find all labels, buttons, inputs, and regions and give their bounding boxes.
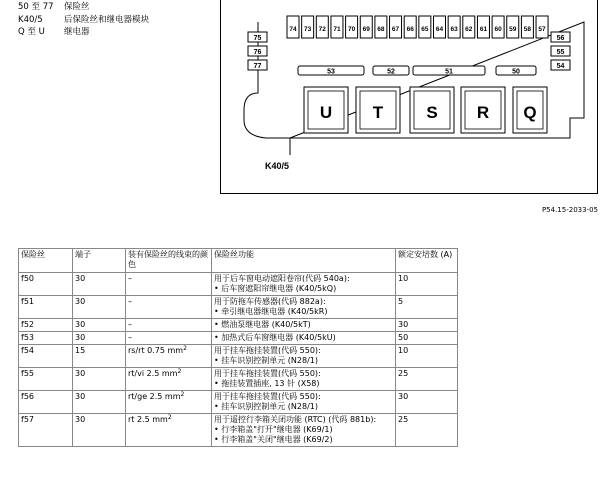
- wire-color-text: –: [128, 297, 132, 306]
- wire-color-text: –: [128, 333, 132, 342]
- fuse-number: 55: [556, 49, 565, 56]
- wire-color-text: –: [128, 274, 132, 283]
- function-cell: [212, 296, 396, 319]
- fuse-cell: f53: [19, 332, 73, 345]
- function-cell: [212, 273, 396, 296]
- fuse-number: 76: [253, 49, 262, 56]
- fuse-number: 56: [556, 35, 565, 42]
- function-line: • 挂车识别控制单元 (N28/1): [214, 402, 318, 411]
- function-line: 用于后车窗电动遮阳卷帘(代码 540a):: [214, 274, 350, 283]
- function-line: • 挂车识别控制单元 (N28/1): [214, 356, 318, 365]
- function-line: • 行李箱盖"关闭"继电器 (K69/2): [214, 435, 333, 444]
- terminal-cell: 30: [73, 296, 126, 319]
- table-row: [19, 414, 458, 447]
- wire-color-cell: [126, 368, 212, 391]
- header-terminal: 端子: [73, 249, 126, 273]
- table-row: [19, 319, 458, 332]
- function-line: 用于挂车拖挂装置(代码 550):: [214, 369, 321, 378]
- function-cell: [212, 319, 396, 332]
- rating-cell: 30: [396, 391, 458, 414]
- table-header-row: [19, 249, 458, 273]
- relay-label: R: [476, 103, 490, 122]
- wire-color-cell: [126, 319, 212, 332]
- wire-color-cell: [126, 391, 212, 414]
- table-row: [19, 273, 458, 296]
- fuse-number: 77: [253, 63, 262, 70]
- fuse-number: 67: [391, 26, 400, 33]
- fuse-cell: f56: [19, 391, 73, 414]
- legend-key: Q 至 U: [18, 27, 45, 37]
- function-line: • 燃油泵继电器 (K40/5kT): [214, 320, 311, 329]
- fuse-cell: f52: [19, 319, 73, 332]
- wire-color-text: rt/ge 2.5 mm: [128, 392, 181, 401]
- fuse-number: 59: [509, 26, 517, 33]
- fuse-number: 75: [253, 35, 262, 42]
- rating-cell: 10: [396, 273, 458, 296]
- table-row: [19, 296, 458, 319]
- function-line: 用于挂车拖挂装置(代码 550):: [214, 392, 321, 401]
- fuse-number: 63: [450, 26, 458, 33]
- wire-color-text: rt 2.5 mm: [128, 415, 168, 424]
- function-line: 用于防拖车传感器(代码 882a):: [214, 297, 326, 306]
- wire-color-cell: [126, 332, 212, 345]
- fuse-number: 52: [387, 68, 395, 76]
- header-rating: 额定安培数 (A): [396, 249, 458, 273]
- fuse-cell: f50: [19, 273, 73, 296]
- fuse-cell: f51: [19, 296, 73, 319]
- module-label: K40/5: [265, 161, 290, 171]
- unit-superscript: 2: [167, 414, 172, 421]
- legend-value: 继电器: [64, 27, 90, 37]
- fuse-number: 51: [445, 68, 453, 76]
- fuse-number: 71: [333, 26, 341, 33]
- terminal-cell: 30: [73, 368, 126, 391]
- rating-cell: 50: [396, 332, 458, 345]
- legend-key: 50 至 77: [18, 2, 54, 12]
- terminal-cell: 30: [73, 391, 126, 414]
- function-cell: [212, 391, 396, 414]
- rating-cell: 30: [396, 319, 458, 332]
- legend-value: 保险丝: [64, 2, 90, 12]
- relay-label: Q: [523, 103, 537, 122]
- function-cell: [212, 332, 396, 345]
- function-line: • 拖挂装置插座, 13 针 (X58): [214, 379, 320, 388]
- unit-superscript: 2: [177, 368, 182, 375]
- terminal-cell: 30: [73, 332, 126, 345]
- function-line: 用于挂车拖挂装置(代码 550):: [214, 346, 321, 355]
- relay-label: T: [372, 103, 384, 122]
- terminal-cell: 30: [73, 414, 126, 447]
- fuse-number: 66: [406, 26, 414, 33]
- fuse-cell: f54: [19, 345, 73, 368]
- header-function: 保险丝功能: [212, 249, 396, 273]
- relay-label: U: [319, 103, 333, 122]
- function-cell: [212, 345, 396, 368]
- function-line: • 牵引继电器继电器 (K40/5kR): [214, 307, 328, 316]
- wire-color-cell: [126, 414, 212, 447]
- rating-cell: 5: [396, 296, 458, 319]
- fuse-number: 57: [538, 26, 546, 33]
- figure-reference: P54.15-2033-05: [541, 206, 598, 214]
- unit-superscript: 2: [183, 345, 187, 352]
- header-fuse: 保险丝: [19, 249, 73, 273]
- function-line: • 后车窗遮阳帘继电器 (K40/5kQ): [214, 284, 337, 293]
- terminal-cell: 30: [73, 273, 126, 296]
- rating-cell: 25: [396, 368, 458, 391]
- fuse-number: 72: [318, 26, 326, 33]
- table-row: [19, 332, 458, 345]
- table-row: [19, 345, 458, 368]
- fuse-number: 60: [494, 26, 502, 33]
- fuse-table: [18, 248, 458, 447]
- function-line: • 行李箱盖"打开"继电器 (K69/1): [214, 425, 333, 434]
- fuse-number: 73: [304, 26, 312, 33]
- fuse-number: 64: [435, 26, 444, 33]
- terminal-cell: 15: [73, 345, 126, 368]
- fuse-number: 58: [523, 26, 532, 33]
- terminal-cell: 30: [73, 319, 126, 332]
- wire-color-text: rt/vi 2.5 mm: [128, 369, 178, 378]
- function-cell: [212, 414, 396, 447]
- fuse-number: 54: [556, 63, 565, 70]
- wire-color-text: –: [128, 320, 132, 329]
- rating-cell: 10: [396, 345, 458, 368]
- fuse-number: 65: [421, 26, 429, 33]
- fuse-cell: f55: [19, 368, 73, 391]
- fuse-cell: f57: [19, 414, 73, 447]
- legend-value: 后保险丝和继电器模块: [64, 14, 150, 25]
- function-line: 用于遥控行李箱关闭功能 (RTC) (代码 881b):: [214, 415, 377, 424]
- relay-label: S: [426, 103, 438, 122]
- function-cell: [212, 368, 396, 391]
- header-wire-color: 装有保险丝的线束的颜色: [126, 249, 212, 273]
- legend-key: K40/5: [18, 14, 43, 25]
- wire-color-cell: [126, 345, 212, 368]
- wire-color-text: rs/rt 0.75 mm: [128, 346, 184, 355]
- fuse-box-diagram: [0, 0, 606, 200]
- function-line: • 加热式后车窗继电器 (K40/5kU): [214, 333, 336, 342]
- wire-color-cell: [126, 296, 212, 319]
- fuse-number: 61: [479, 26, 488, 33]
- table-row: [19, 391, 458, 414]
- unit-superscript: 2: [180, 391, 185, 398]
- fuse-number: 69: [362, 26, 370, 33]
- fuse-number: 53: [327, 68, 335, 76]
- fuse-number: 68: [377, 26, 385, 33]
- fuse-number: 70: [347, 26, 356, 33]
- rating-cell: 25: [396, 414, 458, 447]
- fuse-number: 74: [289, 26, 297, 33]
- table-row: [19, 368, 458, 391]
- fuse-number: 50: [512, 68, 520, 76]
- fuse-number: 62: [465, 26, 473, 33]
- wire-color-cell: [126, 273, 212, 296]
